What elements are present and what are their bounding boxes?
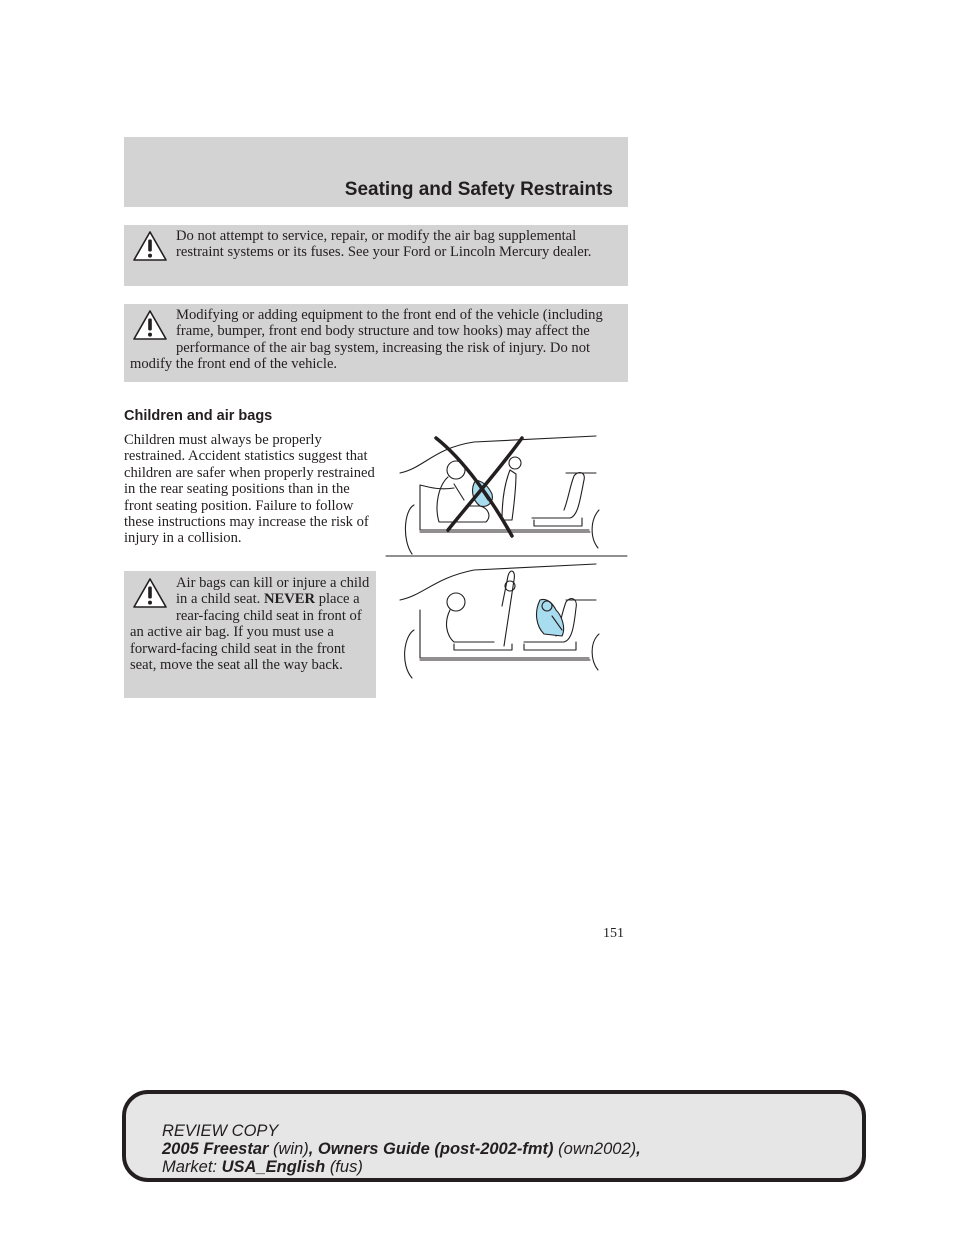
section-title: Seating and Safety Restraints <box>344 179 613 200</box>
section-header-band <box>124 137 628 207</box>
warning-triangle-icon <box>132 230 168 262</box>
body-paragraph: Children must always be properly restrained. Accident statistics suggest that children are safer when properly restrained in the rear seating positions than in the front seating position. Failure to follow these instructions may increase the risk of injury in a collision. <box>124 432 375 547</box>
incorrect-front-seat-diagram <box>386 436 627 556</box>
footer-guide-line: 2005 Freestar (win), Owners Guide (post-2002-fmt) (own2002), <box>162 1140 641 1158</box>
child-seat-placement-illustration <box>384 430 630 686</box>
warning-box-service <box>124 225 628 286</box>
subheading-children-air-bags: Children and air bags <box>124 408 273 424</box>
warning-box-front-end <box>124 304 628 382</box>
page-number: 151 <box>603 926 624 941</box>
warning-text: Air bags can kill or injure a child in a child seat. NEVER place a rear-facing child seat in front of an active air bag. If you must use a forward-facing child seat in the front seat, move the seat all the way back. <box>130 575 370 674</box>
warning-text: Do not attempt to service, repair, or modify the air bag supplemental restraint systems or its fuses. See your Ford or Lincoln Mercury dealer. <box>176 228 592 261</box>
footer-review-label: REVIEW COPY <box>162 1122 279 1140</box>
warning-box-child-seat <box>124 571 376 698</box>
warning-triangle-icon <box>132 577 168 609</box>
emphasis-never: NEVER <box>263 591 316 608</box>
footer-text <box>162 1122 641 1176</box>
warning-text: Modifying or adding equipment to the front end of the vehicle (including frame, bumper, front end body structure and tow hooks) may affect the performance of the air bag system, increasing the risk of injury. Do not modify the front end of the vehicle. <box>130 307 603 373</box>
warning-triangle-icon <box>132 309 168 341</box>
correct-rear-seat-diagram <box>400 564 599 678</box>
review-copy-footer <box>122 1090 866 1182</box>
footer-market-line: Market: USA_English (fus) <box>162 1158 363 1176</box>
